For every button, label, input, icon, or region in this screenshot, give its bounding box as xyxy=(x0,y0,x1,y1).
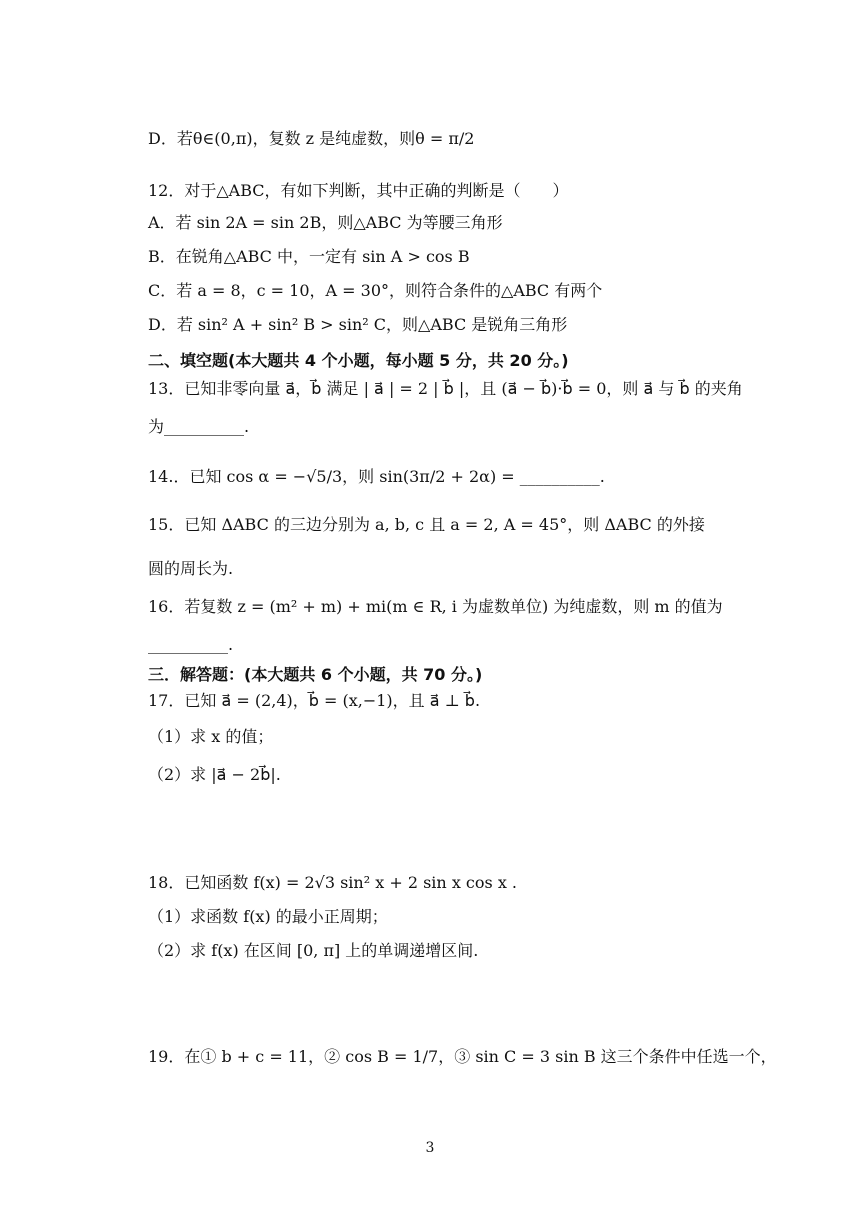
question-13-stem: 13．已知非零向量 a⃗，b⃗ 满足 | a⃗ | = 2 | b⃗ |，且 (a⃗ − b⃗)·b⃗ = 0，则 a⃗ 与 b⃗ 的夹角 xyxy=(148,379,743,398)
question-12-stem: 12．对于△ABC，有如下判断，其中正确的判断是（ ） xyxy=(148,181,569,200)
page-number: 3 xyxy=(425,1140,435,1156)
question-17-part-1: （1）求 x 的值； xyxy=(148,727,274,746)
question-18-part-1: （1）求函数 f(x) 的最小正周期； xyxy=(148,907,388,926)
question-17-stem: 17．已知 a⃗ = (2,4)，b⃗ = (x,−1)，且 a⃗ ⊥ b⃗. xyxy=(148,691,481,710)
question-14-stem: 14.．已知 cos α = −√5/3，则 sin(3π/2 + 2α) = __________. xyxy=(148,467,605,486)
question-12-option-b: B．在锐角△ABC 中，一定有 sin A > cos B xyxy=(148,247,470,266)
question-19-stem: 19．在① b + c = 11，② cos B = 1/7，③ sin C = 3 sin B 这三个条件中任选一个， xyxy=(148,1047,777,1066)
question-15-continuation: 圆的周长为. xyxy=(148,559,234,578)
section-fill-in-heading: 二、填空题(本大题共 4 个小题，每小题 5 分，共 20 分。) xyxy=(148,351,569,370)
question-12-option-a: A．若 sin 2A = sin 2B，则△ABC 为等腰三角形 xyxy=(148,213,503,232)
question-18-stem: 18．已知函数 f(x) = 2√3 sin² x + 2 sin x cos x . xyxy=(148,873,518,892)
question-13-continuation: 为__________. xyxy=(148,417,250,436)
question-16-continuation: __________. xyxy=(148,635,234,654)
question-12-option-d: D．若 sin² A + sin² B > sin² C，则△ABC 是锐角三角形 xyxy=(148,315,568,334)
question-16-stem: 16．若复数 z = (m² + m) + mi(m ∈ R, i 为虚数单位) 为纯虚数，则 m 的值为 xyxy=(148,597,723,616)
question-17-part-2: （2）求 |a⃗ − 2b⃗|. xyxy=(148,765,281,784)
section-answer-heading: 三．解答题：(本大题共 6 个小题，共 70 分。) xyxy=(148,665,483,684)
question-11-option-d: D．若θ∈(0,π)，复数 z 是纯虚数，则θ = π/2 xyxy=(148,129,475,148)
question-18-part-2: （2）求 f(x) 在区间 [0, π] 上的单调递增区间. xyxy=(148,941,479,960)
question-15-stem: 15．已知 ΔABC 的三边分别为 a, b, c 且 a = 2, A = 45°，则 ΔABC 的外接 xyxy=(148,515,705,534)
question-12-option-c: C．若 a = 8，c = 10，A = 30°，则符合条件的△ABC 有两个 xyxy=(148,281,603,300)
